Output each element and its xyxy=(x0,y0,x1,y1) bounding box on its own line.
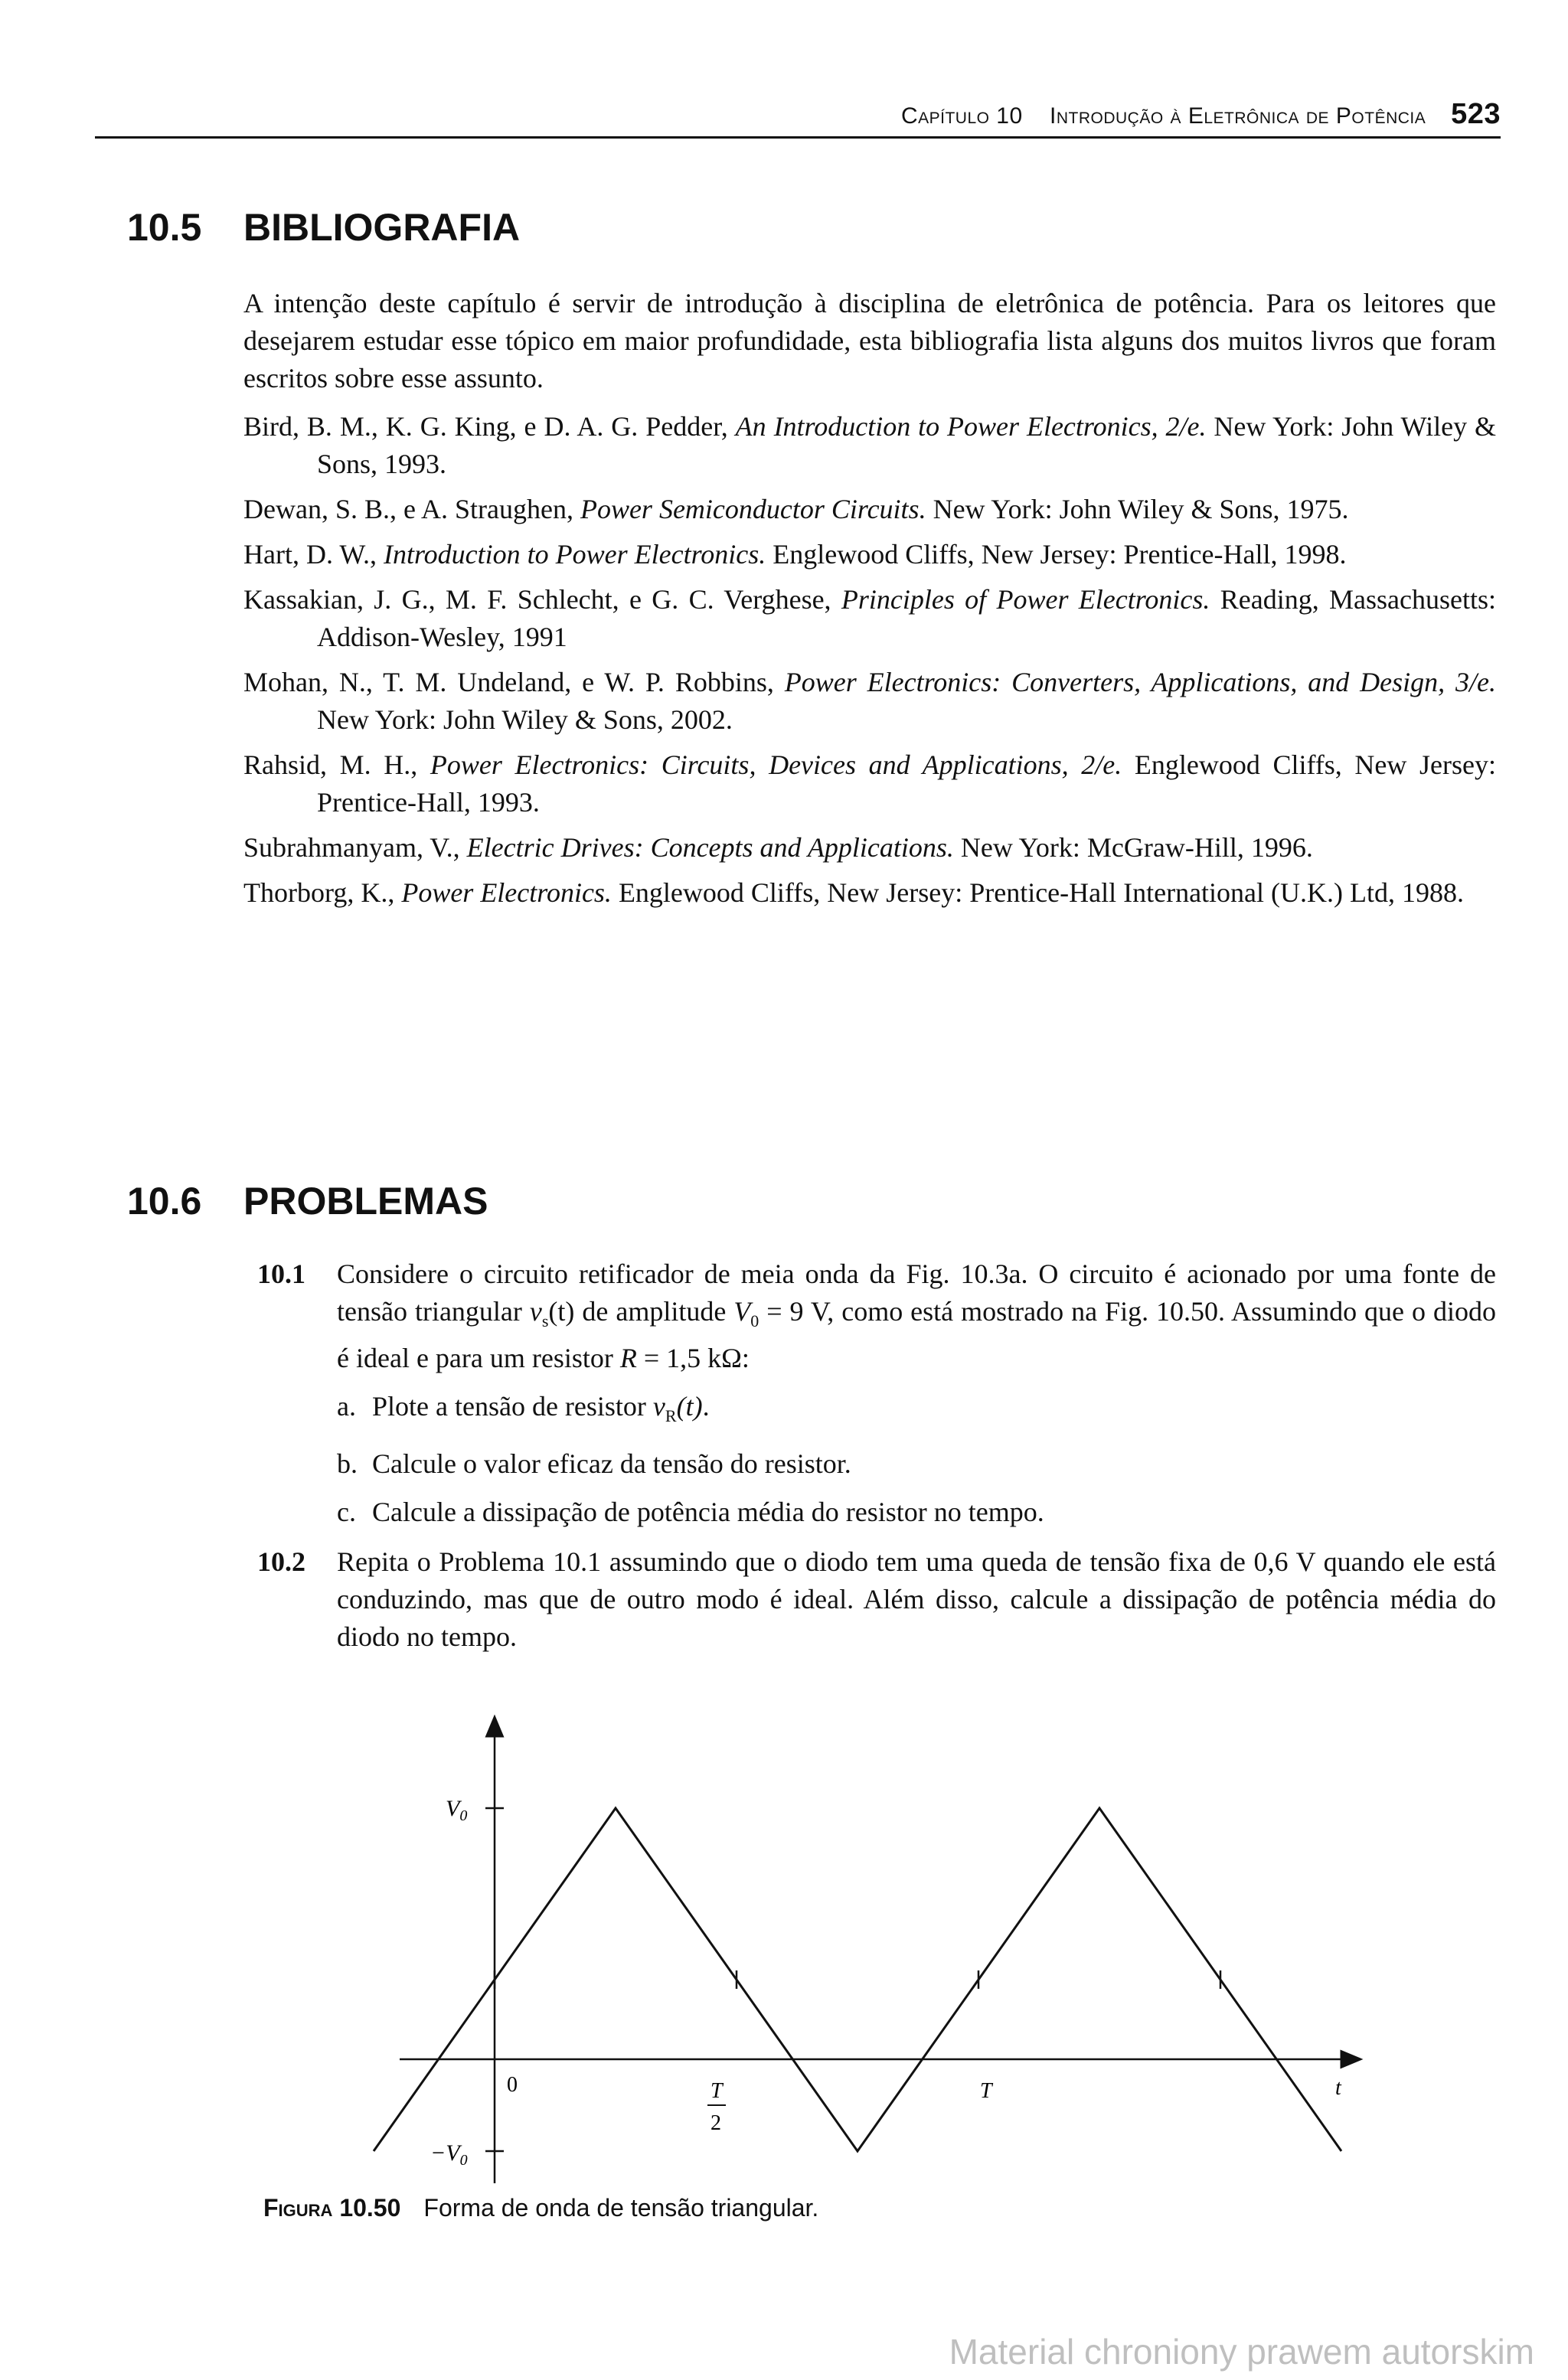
page-number: 523 xyxy=(1451,98,1501,130)
triangular-waveform-figure xyxy=(345,1707,1370,2197)
reference-publisher: Englewood Cliffs, New Jersey: Prentice-Hall International (U.K.) Ltd, 1988. xyxy=(611,877,1465,908)
math-sub: R xyxy=(665,1406,677,1426)
subitem-body: Calcule a dissipação de potência média do resistor no tempo. xyxy=(372,1497,1044,1528)
problem-list xyxy=(257,1255,1496,1668)
reference-entry xyxy=(243,408,1496,483)
problem-text: = 9 V, como está mostrado na Fig. 10.50. Assumindo que o diodo é ideal e para um resistor xyxy=(337,1296,1496,1374)
label-origin: 0 xyxy=(507,2073,518,2097)
problem-number: 10.1 xyxy=(257,1259,305,1289)
reference-publisher: Reading, Massachusetts: Addison-Wesley, 1991 xyxy=(317,584,1496,652)
section-heading-problems xyxy=(127,1179,488,1223)
copyright-watermark: Material chroniony prawem autorskim xyxy=(949,2332,1534,2372)
subitem-end: . xyxy=(702,1391,710,1422)
bibliography-body xyxy=(243,285,1496,919)
math-var: v xyxy=(529,1296,542,1327)
reference-title: Introduction to Power Electronics. xyxy=(384,539,766,570)
reference-publisher: New York: McGraw-Hill, 1996. xyxy=(953,832,1313,863)
reference-authors: Subrahmanyam, V., xyxy=(243,832,467,863)
subitem-list xyxy=(337,1388,1496,1531)
reference-list xyxy=(243,408,1496,912)
reference-title: An Introduction to Power Electronics, 2/e. xyxy=(735,411,1207,442)
reference-publisher: New York: John Wiley & Sons, 1993. xyxy=(317,411,1496,479)
reference-entry xyxy=(243,536,1496,573)
reference-title: Power Electronics. xyxy=(401,877,612,908)
section-title: BIBLIOGRAFIA xyxy=(243,206,521,249)
reference-publisher: New York: John Wiley & Sons, 1975. xyxy=(926,494,1349,524)
reference-entry xyxy=(243,491,1496,528)
figure-caption-text: Forma de onda de tensão triangular. xyxy=(423,2194,819,2222)
problem-text: de amplitude xyxy=(574,1296,734,1327)
chapter-title: Introdução à Eletrônica de Potência xyxy=(1050,103,1426,129)
reference-publisher: Englewood Cliffs, New Jersey: Prentice-Hall, 1998. xyxy=(766,539,1347,570)
problem-body: Repita o Problema 10.1 assumindo que o diodo tem uma queda de tensão fixa de 0,6 V quando ele está conduzindo, mas que de outro modo é ideal. Além disso, calcule a dissipação de potência média do diodo no tempo. xyxy=(337,1546,1496,1653)
math-arg: (t) xyxy=(676,1391,703,1422)
reference-title: Power Semiconductor Circuits. xyxy=(580,494,926,524)
waveform-series xyxy=(374,1808,1341,2151)
math-sub: 0 xyxy=(750,1311,760,1331)
problem-subitem xyxy=(337,1388,1496,1435)
waveform-plot xyxy=(345,1707,1370,2197)
subitem-label: c. xyxy=(337,1497,356,1528)
math-var: v xyxy=(652,1391,665,1422)
reference-publisher: Englewood Cliffs, New Jersey: Prentice-Hall, 1993. xyxy=(317,749,1497,818)
reference-entry xyxy=(243,746,1496,821)
math-var: R xyxy=(619,1343,637,1374)
reference-title: Principles of Power Electronics. xyxy=(841,584,1210,615)
figure-label: Figura 10.50 xyxy=(263,2194,401,2222)
subitem-label: b. xyxy=(337,1448,358,1480)
subitem-body: Calcule o valor eficaz da tensão do resistor. xyxy=(372,1448,851,1480)
subitem-text xyxy=(372,1445,851,1483)
label-half-T-den: 2 xyxy=(710,2111,721,2135)
reference-title: Power Electronics: Circuits, Devices and Applications, 2/e. xyxy=(430,749,1122,780)
label-t: t xyxy=(1335,2076,1341,2100)
problem-text: = 1,5 kΩ: xyxy=(636,1343,750,1374)
problem-number: 10.2 xyxy=(257,1546,305,1578)
bibliography-intro: A intenção deste capítulo é servir de introdução à disciplina de eletrônica de potência. Para os leitores que desejarem estudar esse tópico em maior profundidade, esta bibliografia lista alguns dos muitos livros que foram escritos sobre esse assunto. xyxy=(243,288,1496,393)
reference-entry xyxy=(243,874,1496,912)
figure-caption xyxy=(263,2194,818,2222)
reference-authors: Mohan, N., T. M. Undeland, e W. P. Robbins, xyxy=(243,667,785,697)
subitem-body: Plote a tensão de resistor xyxy=(372,1391,653,1422)
problem-subitem xyxy=(337,1445,1496,1483)
problem-text: Considere o circuito retificador de meia onda da Fig. 10.3a. O circuito é acionado por uma fonte de tensão triangular xyxy=(337,1259,1496,1327)
math-var: V xyxy=(733,1296,751,1327)
math-sub: s xyxy=(541,1311,549,1331)
problem-10-2 xyxy=(257,1543,1496,1656)
subitem-label: a. xyxy=(337,1391,356,1422)
reference-authors: Bird, B. M., K. G. King, e D. A. G. Pedder, xyxy=(243,411,736,442)
reference-authors: Rahsid, M. H., xyxy=(243,749,430,780)
section-heading-bibliography xyxy=(127,205,520,250)
section-number: 10.5 xyxy=(127,206,202,249)
reference-entry xyxy=(243,581,1496,656)
reference-authors: Thorborg, K., xyxy=(243,877,402,908)
reference-entry xyxy=(243,829,1496,867)
reference-authors: Kassakian, J. G., M. F. Schlecht, e G. C. Verghese, xyxy=(243,584,841,615)
chapter-label: Capítulo 10 xyxy=(900,103,1023,129)
label-neg-v0: $-V_0$ xyxy=(430,2140,468,2169)
subitem-text xyxy=(372,1494,1044,1531)
label-v0: $V_0$ xyxy=(446,1796,468,1824)
math-arg: (t) xyxy=(548,1296,575,1327)
label-half-T-num: T xyxy=(710,2079,723,2103)
problem-subitem xyxy=(337,1494,1496,1531)
running-header xyxy=(901,98,1501,131)
reference-authors: Hart, D. W., xyxy=(243,539,384,570)
reference-entry xyxy=(243,664,1496,739)
header-rule xyxy=(95,136,1501,139)
reference-title: Electric Drives: Concepts and Applications. xyxy=(466,832,954,863)
reference-title: Power Electronics: Converters, Applications, and Design, 3/e. xyxy=(784,667,1496,697)
reference-publisher: New York: John Wiley & Sons, 2002. xyxy=(317,704,733,735)
triangle-wave-line xyxy=(374,1808,1341,2151)
subitem-text xyxy=(372,1388,710,1435)
reference-authors: Dewan, S. B., e A. Straughen, xyxy=(243,494,580,524)
problem-10-1 xyxy=(257,1255,1496,1531)
label-T: T xyxy=(980,2079,992,2103)
section-number: 10.6 xyxy=(127,1180,202,1223)
problem-body xyxy=(337,1255,1496,1531)
section-title: PROBLEMAS xyxy=(243,1180,488,1223)
